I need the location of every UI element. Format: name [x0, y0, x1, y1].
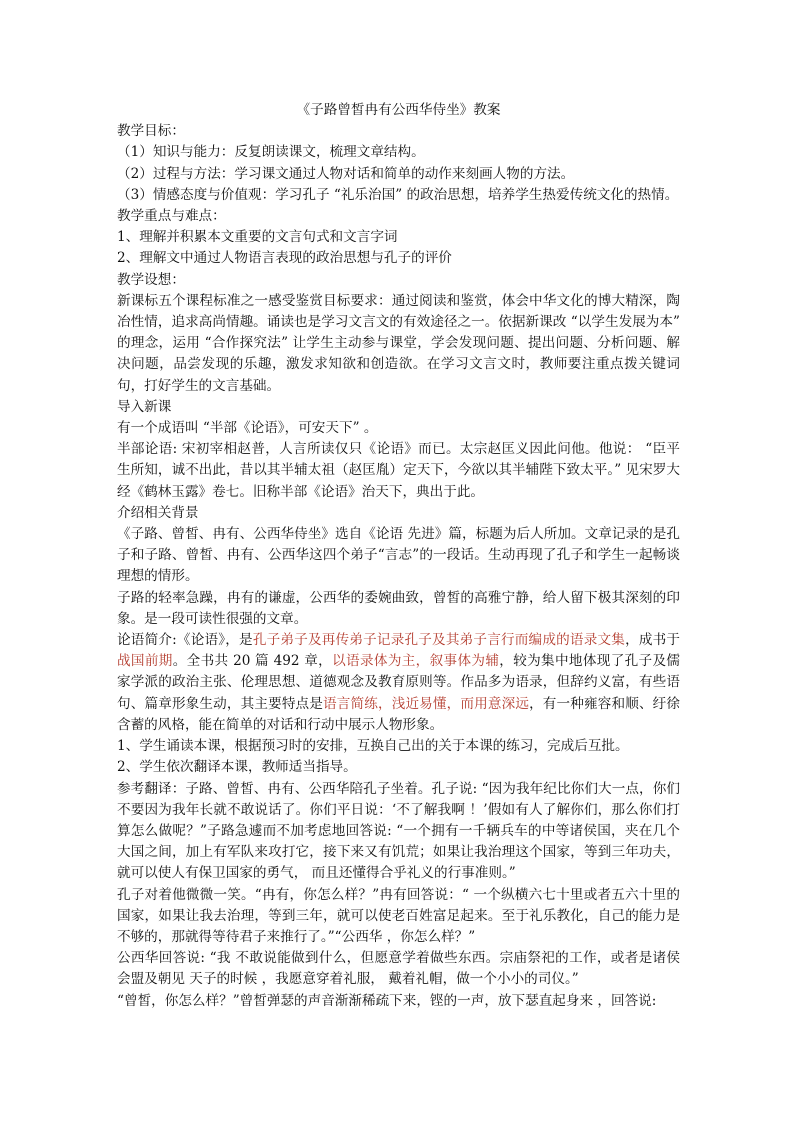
document-title: 《子路曾皙冉有公西华侍坐》教案	[296, 102, 501, 118]
key-point-2: 2、理解文中通过人物语言表现的政治思想与孔子的评价	[117, 250, 452, 267]
heading-teaching-goals: 教学目标：	[117, 123, 185, 140]
goal-attitude: （3）情感态度与价值观：学习孔子 “礼乐治国” 的政治思想，培养学生热爱传统文化的热情。	[117, 186, 679, 203]
translation-gongxihua: 公西华回答说: “我 不敢说能做到什么，但愿意学着做些东西。宗庙祭祀的工作，或者是诸侯会盟及朝见 天子的时候 ，我愿意穿着礼服， 戴着礼帽，做一个小小的司仪。”	[117, 950, 680, 988]
activity-2: 2、学生依次翻译本课，教师适当指导。	[117, 759, 357, 776]
highlight-text: 语言简练，浅近易懂，而用意深远	[323, 695, 530, 712]
heading-introduction: 导入新课	[117, 398, 172, 415]
intro-text: ，有一种雍容和顺、纡徐含蓄的风格，能在简单的对话和行动中展示人物形象。	[117, 695, 681, 733]
document-page	[117, 100, 680, 1012]
intro-text: ，较为集中地体现了孔子及儒家学派的政治主张、伦理思想、道德观念及教育原则等。作品多为语录，但辞约义富，有些语句、篇章形象生动，其主要特点是	[117, 653, 681, 712]
heading-background: 介绍相关背景	[117, 504, 199, 521]
key-point-1: 1、理解并积累本文重要的文言句式和文言字词	[117, 229, 398, 246]
analects-intro-paragraph	[117, 630, 680, 736]
translation-ranyou: 孔子对着他微微一笑。“冉有，你怎么样？”冉有回答说：“ 一个纵横六七十里或者五六十里的国家，如果让我去治理，等到三年，就可以使老百姓富足起来。至于礼乐教化，自己的能力是不够的，那就得等待君子来推行了。”“公西华 ，你怎么样？”	[117, 886, 680, 945]
goal-process: （2）过程与方法：学习课文通过人物对话和简单的动作来刻画人物的方法。	[117, 165, 575, 182]
intro-text: 论语简介:《论语》，是	[117, 632, 253, 649]
heading-teaching-plan: 教学设想：	[117, 271, 185, 288]
translation-zengxi: “曾皙，你怎么样？”曾皙弹瑟的声音渐渐稀疏下来，铿的一声，放下瑟直起身来 ，回答说:	[117, 992, 657, 1009]
character-paragraph: 子路的轻率急躁，冉有的谦虚，公西华的委婉曲致，曾皙的高雅宁静，给人留下极其深刻的印象。是一段可读性很强的文章。	[117, 589, 680, 627]
activity-1: 1、学生诵读本课，根据预习时的安排，互换自己出的关于本课的练习，完成后互批。	[117, 738, 629, 755]
background-paragraph: 《子路、曾皙、冉有、公西华侍坐》选自《论语 先进》篇，标题为后人所加。文章记录的是孔子和子路、曾皙、冉有、公西华这四个弟子“言志”的一段话。生动再现了孔子和学生一起畅谈理想的情形。	[117, 526, 680, 585]
idiom-paragraph: 有一个成语叫 “半部《论语》，可安天下” 。	[117, 420, 378, 437]
highlight-text: 孔子弟子及再传弟子记录孔子及其弟子言行而编成的语录文集	[252, 632, 626, 649]
idiom-explanation: 半部论语: 宋初宰相赵普，人言所读仅只《论语》而已。太宗赵匡义因此问他。他说： “臣平生所知，诚不出此，昔以其半辅太祖（赵匡胤）定天下，今欲以其半辅陛下致太平。” 见宋罗大经《鹤林玉露》卷七。旧称半部《论语》治天下，典出于此。	[117, 441, 680, 500]
highlight-text: 战国前期	[117, 653, 173, 670]
teaching-plan-paragraph: 新课标五个课程标准之一感受鉴赏目标要求：通过阅读和鉴赏，体会中华文化的博大精深，陶冶性情，追求高尚情趣。诵读也是学习文言文的有效途径之一。依据新课改 “以学生发展为本” 的理念，运用 “合作探究法” 让学生主动参与课堂，学会发现问题、提出问题、分析问题、解决问题，品尝发现的乐趣，激发求知欲和创造欲。在学习文言文时，教师要注重点拨关键词句，打好学生的文言基础。	[117, 292, 680, 394]
goal-knowledge: （1）知识与能力：反复朗读课文，梳理文章结构。	[117, 144, 425, 161]
translation-paragraph: 参考翻译：子路、曾皙、冉有、公西华陪孔子坐着。孔子说: “因为我年纪比你们大一点，你们不要因为我年长就不敢说话了。你们平日说：‘不了解我啊 ！’假如有人了解你们，那么你们打算怎么做呢？”子路急遽而不加考虑地回答说: “一个拥有一千辆兵车的中等诸侯国，夹在几个大国之间，加上有军队来攻打它，接下来又有饥荒；如果让我治理这个国家，等到三年功夫，就可以使人有保卫国家的勇气， 而且还懂得合乎礼义的行事准则。”	[117, 780, 680, 882]
intro-text: ，成书于	[625, 632, 681, 649]
intro-text: 。全书共 20 篇 492 章，	[172, 653, 333, 670]
heading-key-points: 教学重点与难点：	[117, 208, 226, 225]
highlight-text: 以语录体为主，叙事体为辅	[332, 653, 500, 670]
